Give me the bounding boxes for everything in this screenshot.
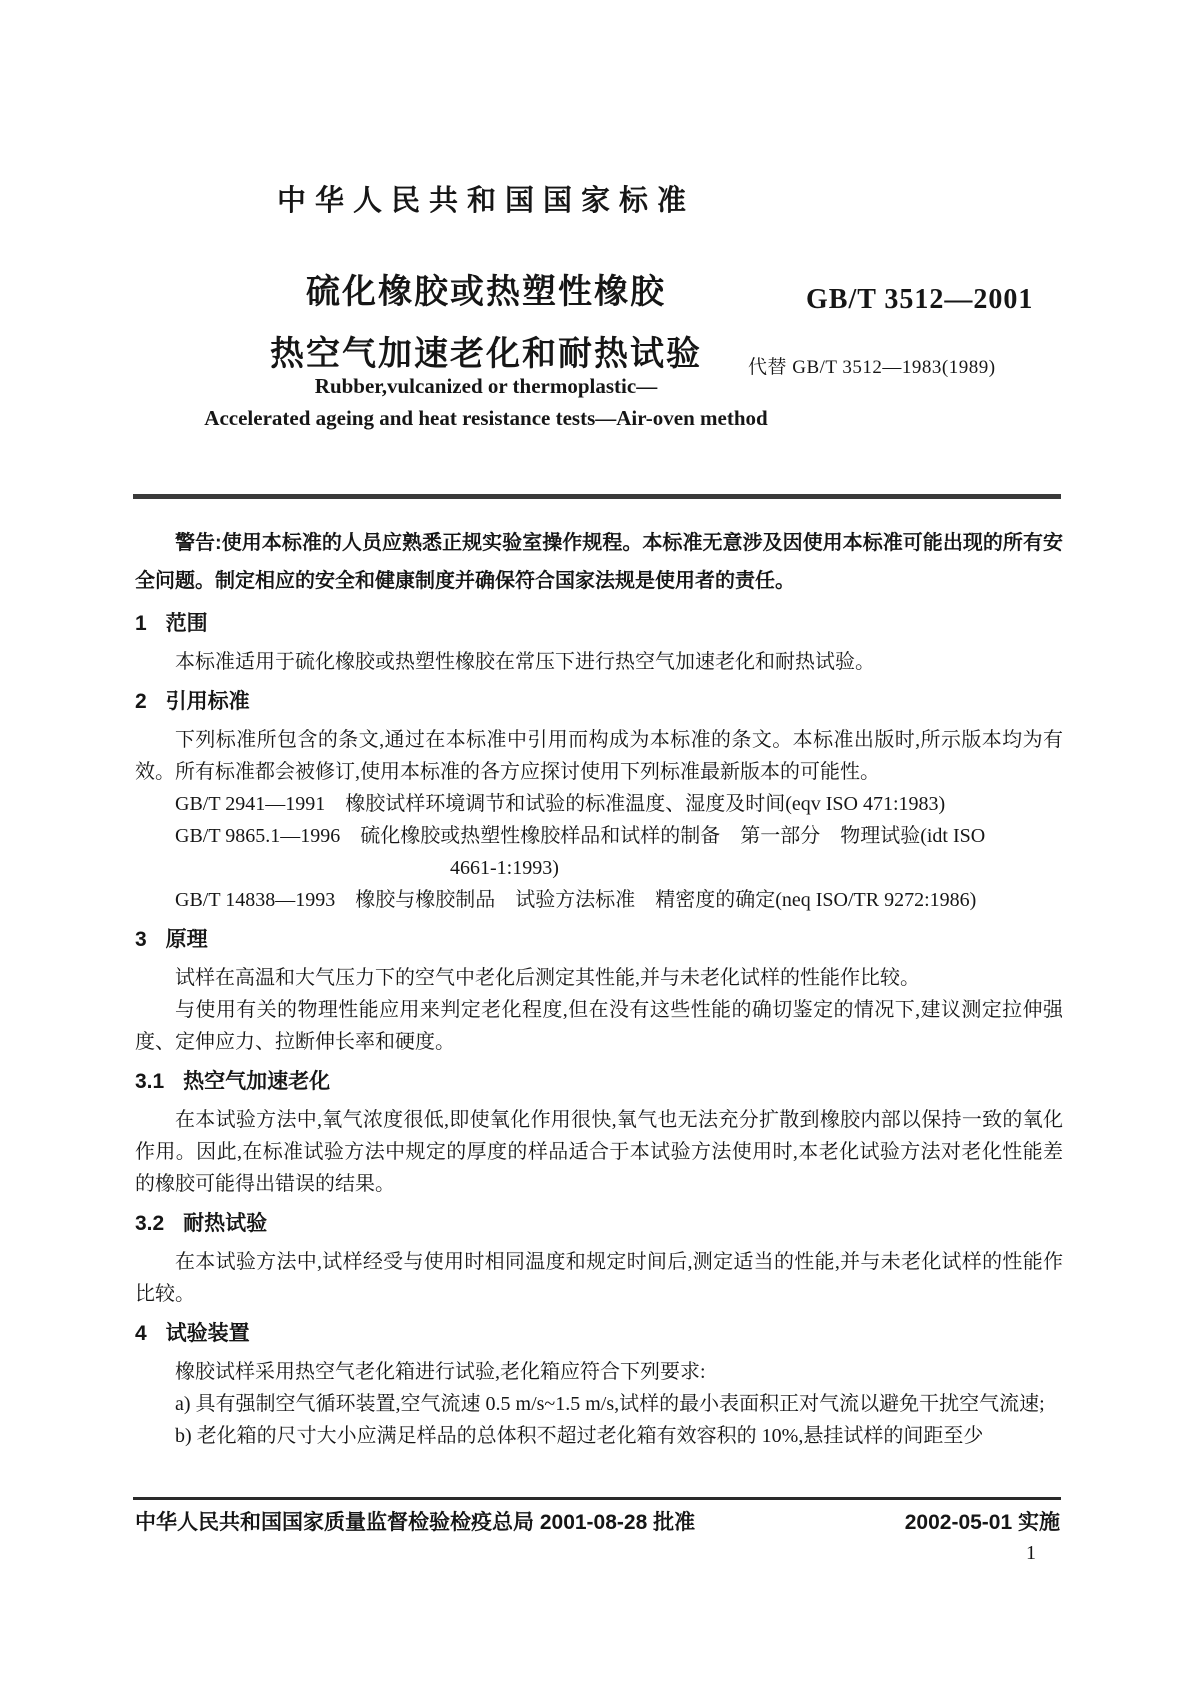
section-3-number: 3: [135, 928, 147, 951]
title-zh-line1: 硫化橡胶或热塑性橡胶: [306, 273, 666, 311]
footer-divider: [133, 1497, 1061, 1500]
section-3-2-title: 耐热试验: [183, 1212, 268, 1235]
section-3-2-heading: [135, 1210, 1063, 1238]
section-1-title: 范围: [165, 612, 208, 635]
section-4-item-b: b) 老化箱的尺寸大小应满足样品的总体积不超过老化箱有效容积的 10%,悬挂试样的间距至少: [175, 1425, 984, 1447]
national-standard-label: 中华人民共和国国家标准: [276, 185, 695, 217]
section-3-paragraph-2: 与使用有关的物理性能应用来判定老化程度,但在没有这些性能的确切鉴定的情况下,建议测定拉伸强度、定伸应力、拉断伸长率和硬度。: [135, 999, 1063, 1053]
section-4-item-a: a) 具有强制空气循环装置,空气流速 0.5 m/s~1.5 m/s,试样的最小表面积正对气流以避免干扰空气流速;: [175, 1393, 1045, 1415]
section-3-paragraph-1: 试样在高温和大气压力下的空气中老化后测定其性能,并与未老化试样的性能作比较。: [175, 967, 920, 989]
section-1-number: 1: [135, 612, 147, 635]
section-3-1-heading: [135, 1068, 1063, 1096]
replaces-note: 代替 GB/T 3512—1983(1989): [748, 357, 996, 378]
reference-item-2-line1: GB/T 9865.1—1996 硫化橡胶或热塑性橡胶样品和试样的制备 第一部分 物理试验(idt ISO: [175, 825, 986, 847]
section-2-number: 2: [135, 690, 147, 713]
reference-item-2-line2: 4661-1:1993): [450, 857, 559, 879]
section-1-heading: [135, 610, 1063, 638]
approval-statement: 中华人民共和国国家质量监督检验检疫总局 2001-08-28 批准: [135, 1511, 696, 1534]
section-3-title: 原理: [165, 928, 208, 951]
warning-paragraph: 警告:使用本标准的人员应熟悉正规实验室操作规程。本标准无意涉及因使用本标准可能出现的所有安全问题。制定相应的安全和健康制度并确保符合国家法规是使用者的责任。: [135, 532, 1063, 592]
section-2-heading: [135, 688, 1063, 716]
section-3-2-number: 3.2: [135, 1212, 165, 1235]
section-4-title: 试验装置: [165, 1322, 250, 1345]
page-number: 1: [1026, 1542, 1036, 1564]
section-4-paragraph: 橡胶试样采用热空气老化箱进行试验,老化箱应符合下列要求:: [175, 1361, 706, 1383]
section-3-1-paragraph: 在本试验方法中,氧气浓度很低,即使氧化作用很快,氧气也无法充分扩散到橡胶内部以保持一致的氧化作用。因此,在标准试验方法中规定的厚度的样品适合于本试验方法使用时,本老化试验方法对老化性能差的橡胶可能得出错误的结果。: [135, 1109, 1063, 1195]
section-2-paragraph: 下列标准所包含的条文,通过在本标准中引用而构成为本标准的条文。本标准出版时,所示版本均为有效。所有标准都会被修订,使用本标准的各方应探讨使用下列标准最新版本的可能性。: [135, 729, 1063, 783]
title-zh-line2: 热空气加速老化和耐热试验: [270, 335, 702, 373]
section-2-title: 引用标准: [165, 690, 250, 713]
section-3-heading: [135, 926, 1063, 954]
section-3-1-title: 热空气加速老化: [183, 1070, 331, 1093]
implementation-date: 2002-05-01 实施: [904, 1511, 1060, 1534]
reference-item-3: GB/T 14838—1993 橡胶与橡胶制品 试验方法标准 精密度的确定(neq ISO/TR 9272:1986): [175, 889, 977, 911]
header-divider: [133, 494, 1061, 499]
title-en-line2: Accelerated ageing and heat resistance tests—Air-oven method: [204, 406, 768, 430]
reference-item-1: GB/T 2941—1991 橡胶试样环境调节和试验的标准温度、湿度及时间(eqv ISO 471:1983): [175, 793, 946, 815]
document-body: [135, 506, 1063, 1452]
title-en-line1: Rubber,vulcanized or thermoplastic—: [314, 374, 658, 398]
section-3-1-number: 3.1: [135, 1070, 165, 1093]
section-3-2-paragraph: 在本试验方法中,试样经受与使用时相同温度和规定时间后,测定适当的性能,并与未老化试样的性能作比较。: [135, 1251, 1063, 1305]
section-1-paragraph: 本标准适用于硫化橡胶或热塑性橡胶在常压下进行热空气加速老化和耐热试验。: [175, 651, 875, 673]
section-4-heading: [135, 1320, 1063, 1348]
section-4-number: 4: [135, 1322, 147, 1345]
standard-code: GB/T 3512—2001: [806, 284, 1034, 315]
